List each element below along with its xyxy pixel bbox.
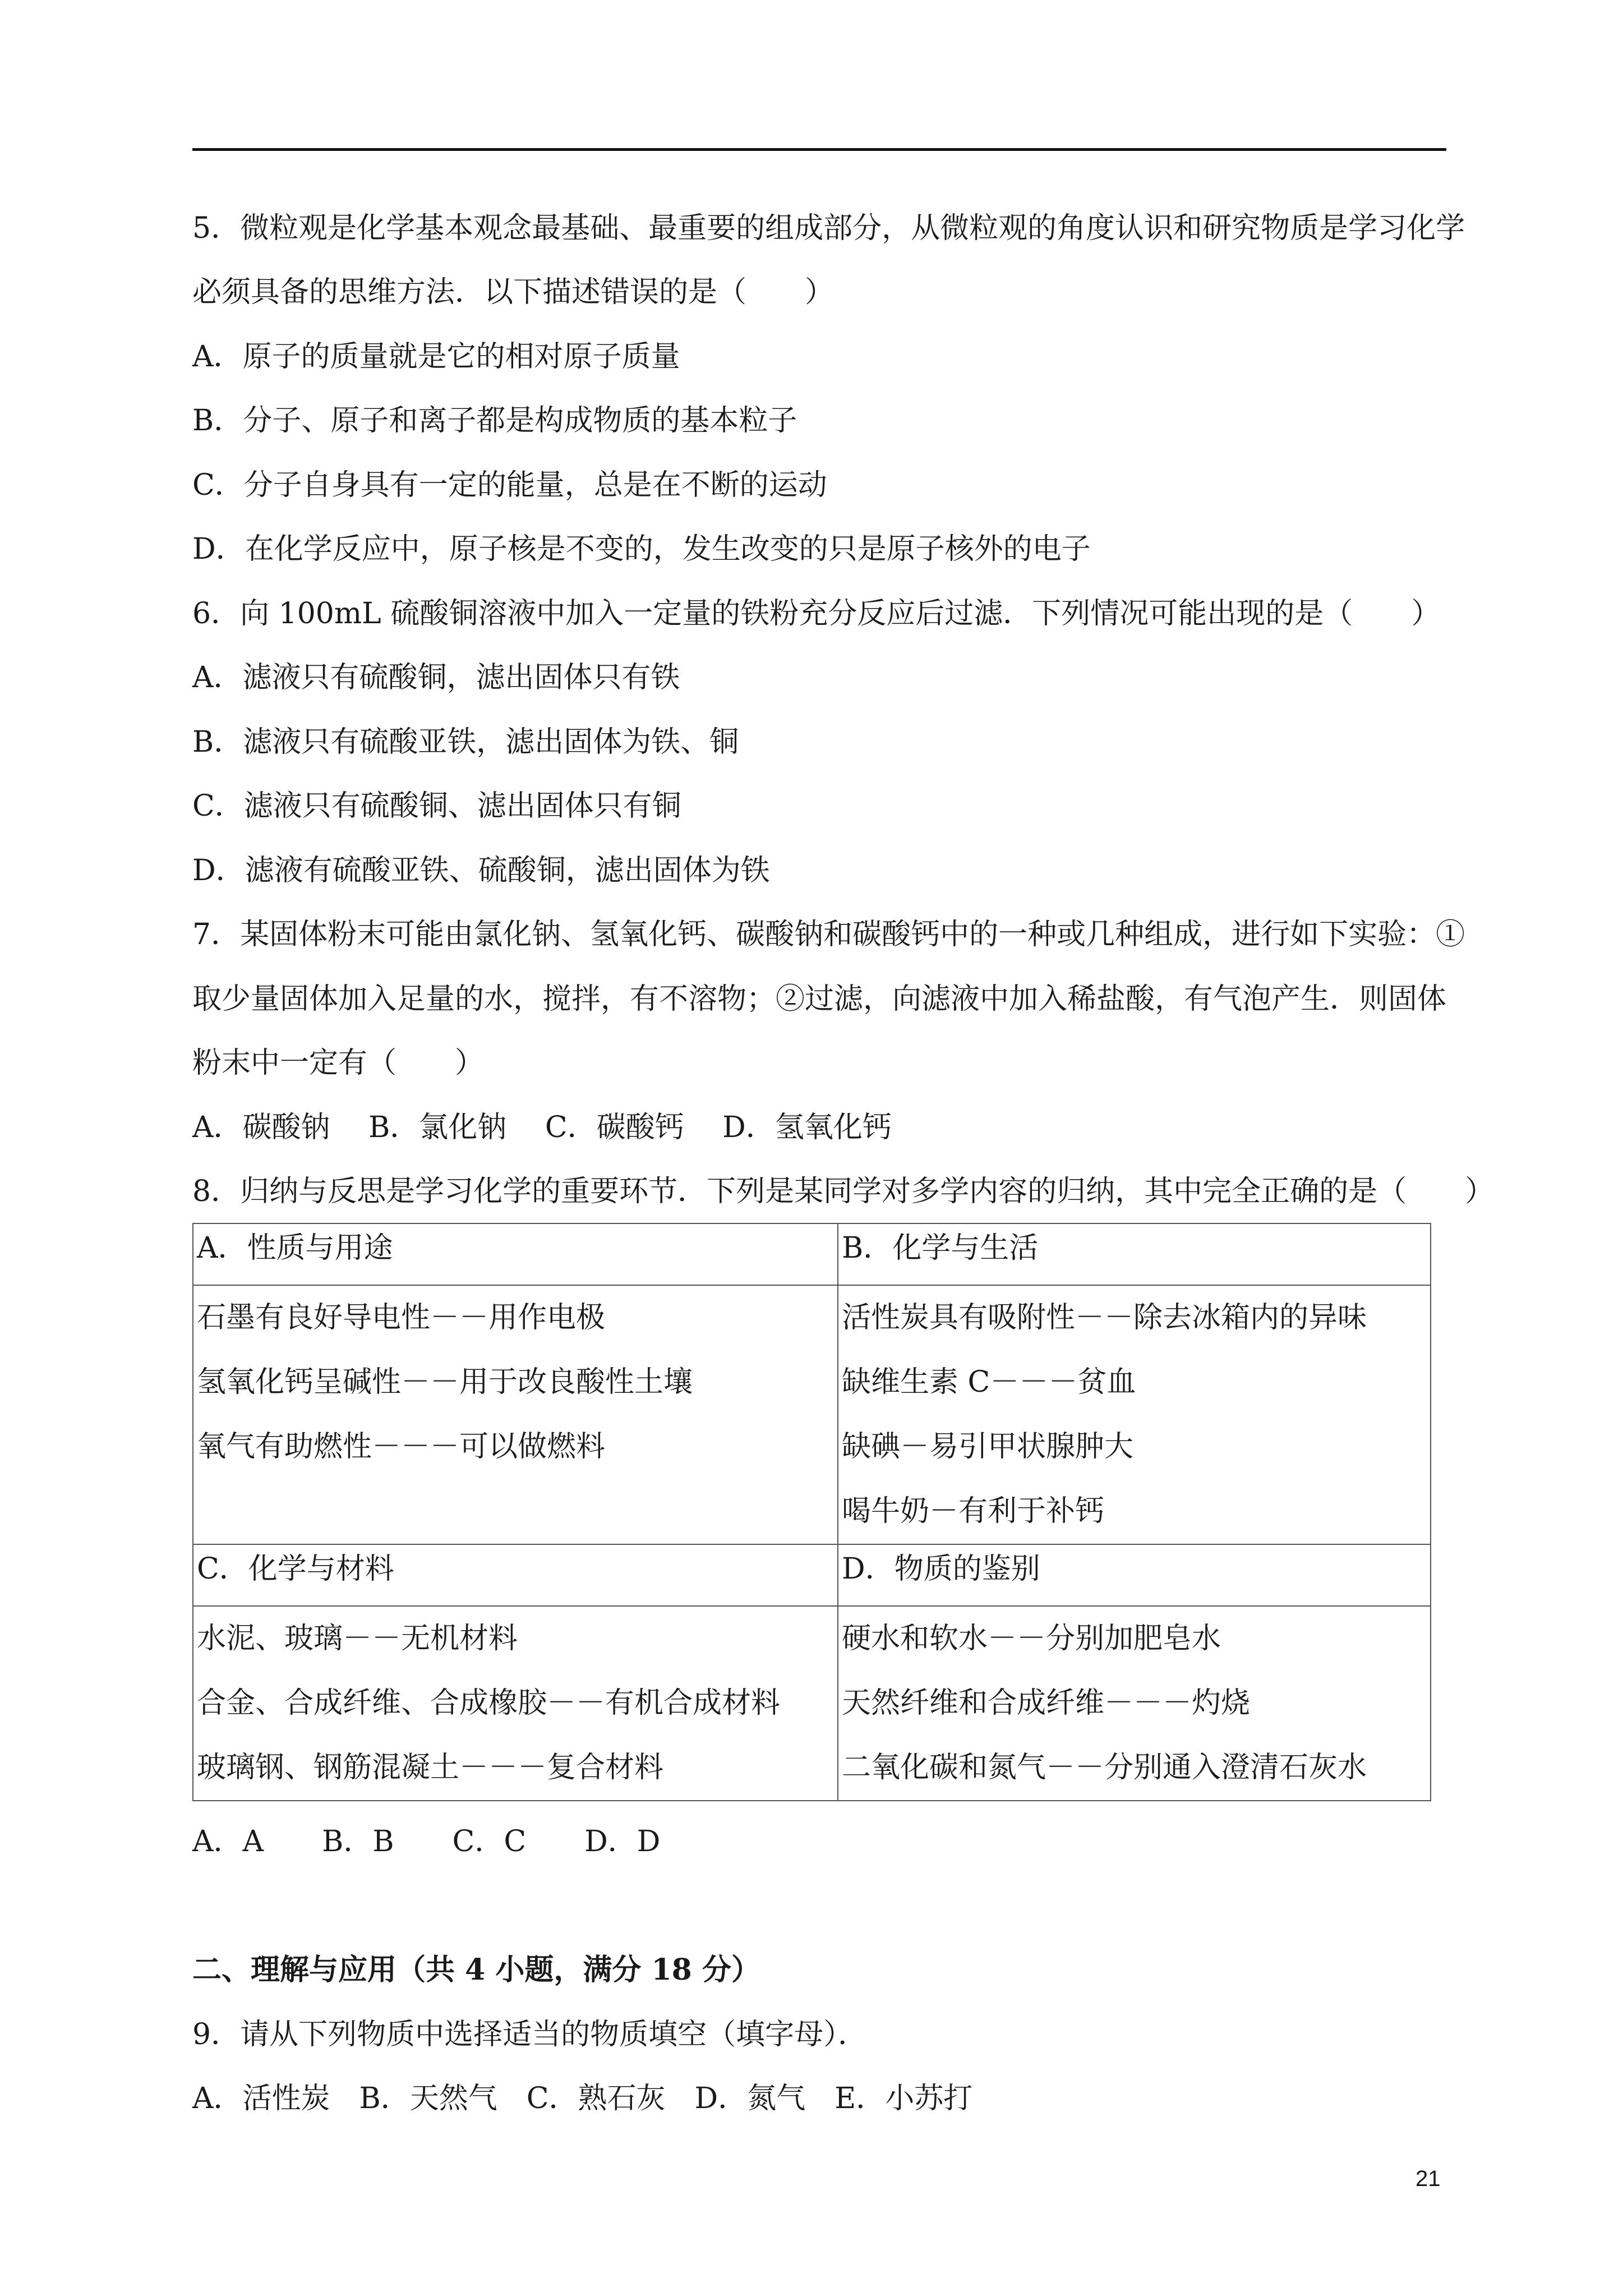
q7-stem-line2: 取少量固体加入足量的水，搅拌，有不溶物；②过滤，向滤液中加入稀盐酸，有气泡产生．则固体	[192, 982, 1447, 1016]
section2-heading: 二、理解与应用（共 4 小题，满分 18 分）	[192, 1953, 760, 1987]
q5-option-a: A．原子的质量就是它的相对原子质量	[192, 340, 680, 374]
q5-option-d: D．在化学反应中，原子核是不变的，发生改变的只是原子核外的电子	[192, 532, 1091, 566]
table-a-line1: 石墨有良好导电性－－用作电极	[197, 1301, 606, 1335]
table-cell-a-body	[193, 1285, 838, 1544]
q6-stem: 6．向 100mL 硫酸铜溶液中加入一定量的铁粉充分反应后过滤．下列情况可能出现的是（ ）	[192, 597, 1441, 631]
table-cell-c-head: C．化学与材料	[193, 1544, 838, 1606]
q9-stem: 9．请从下列物质中选择适当的物质填空（填字母）．	[192, 2018, 868, 2051]
q6-option-b: B．滤液只有硫酸亚铁，滤出固体为铁、铜	[192, 725, 739, 759]
header-rule	[192, 148, 1446, 151]
q7-options: A．碳酸钠 B．氯化钠 C．碳酸钙 D．氢氧化钙	[192, 1111, 892, 1144]
table-a-line3: 氧气有助燃性－－－可以做燃料	[197, 1430, 606, 1464]
table-b-line2: 缺维生素 C－－－贫血	[842, 1365, 1136, 1399]
table-cell-b-head: B．化学与生活	[838, 1223, 1431, 1285]
table-c-line2: 合金、合成纤维、合成橡胶－－有机合成材料	[197, 1686, 781, 1720]
table-d-line2: 天然纤维和合成纤维－－－灼烧	[842, 1686, 1251, 1720]
table-b-line4: 喝牛奶－有利于补钙	[842, 1494, 1105, 1528]
q9-options: A．活性炭 B．天然气 C．熟石灰 D．氮气 E．小苏打	[192, 2082, 973, 2115]
table-d-line1: 硬水和软水－－分别加肥皂水	[842, 1622, 1221, 1655]
table-c-line1: 水泥、玻璃－－无机材料	[197, 1622, 518, 1655]
q7-stem-line1: 7．某固体粉末可能由氯化钠、氢氧化钙、碳酸钠和碳酸钙中的一种或几种组成，进行如下实验：①	[192, 918, 1465, 951]
q8-options: A．A B．B C．C D．D	[192, 1825, 661, 1858]
q5-stem-line1: 5．微粒观是化学基本观念最基础、最重要的组成部分，从微粒观的角度认识和研究物质是学习化学	[192, 211, 1465, 245]
table-cell-d-body	[838, 1606, 1431, 1801]
q6-option-c: C．滤液只有硫酸铜、滤出固体只有铜	[192, 789, 681, 823]
q5-option-c: C．分子自身具有一定的能量，总是在不断的运动	[192, 468, 827, 502]
q6-option-d: D．滤液有硫酸亚铁、硫酸铜，滤出固体为铁	[192, 854, 770, 887]
q7-stem-line3: 粉末中一定有（ ）	[192, 1046, 485, 1080]
table-cell-c-body	[193, 1606, 838, 1801]
q8-stem: 8．归纳与反思是学习化学的重要环节．下列是某同学对多学内容的归纳，其中完全正确的是（ ）	[192, 1175, 1495, 1208]
table-b-line3: 缺碘－易引甲状腺肿大	[842, 1430, 1134, 1464]
q6-option-a: A．滤液只有硫酸铜，滤出固体只有铁	[192, 661, 680, 694]
table-d-line3: 二氧化碳和氮气－－分别通入澄清石灰水	[842, 1751, 1367, 1784]
table-cell-a-head: A．性质与用途	[193, 1223, 838, 1285]
q5-option-b: B．分子、原子和离子都是构成物质的基本粒子	[192, 404, 797, 438]
table-cell-d-head: D．物质的鉴别	[838, 1544, 1431, 1606]
table-a-line2: 氢氧化钙呈碱性－－用于改良酸性土壤	[197, 1365, 693, 1399]
table-c-line3: 玻璃钢、钢筋混凝土－－－复合材料	[197, 1751, 664, 1784]
q8-summary-table	[192, 1223, 1431, 1801]
table-b-line1: 活性炭具有吸附性－－除去冰箱内的异味	[842, 1301, 1367, 1335]
table-cell-b-body	[838, 1285, 1431, 1544]
q5-stem-line2: 必须具备的思维方法．以下描述错误的是（ ）	[192, 275, 834, 309]
page-number: 21	[1415, 2166, 1441, 2191]
